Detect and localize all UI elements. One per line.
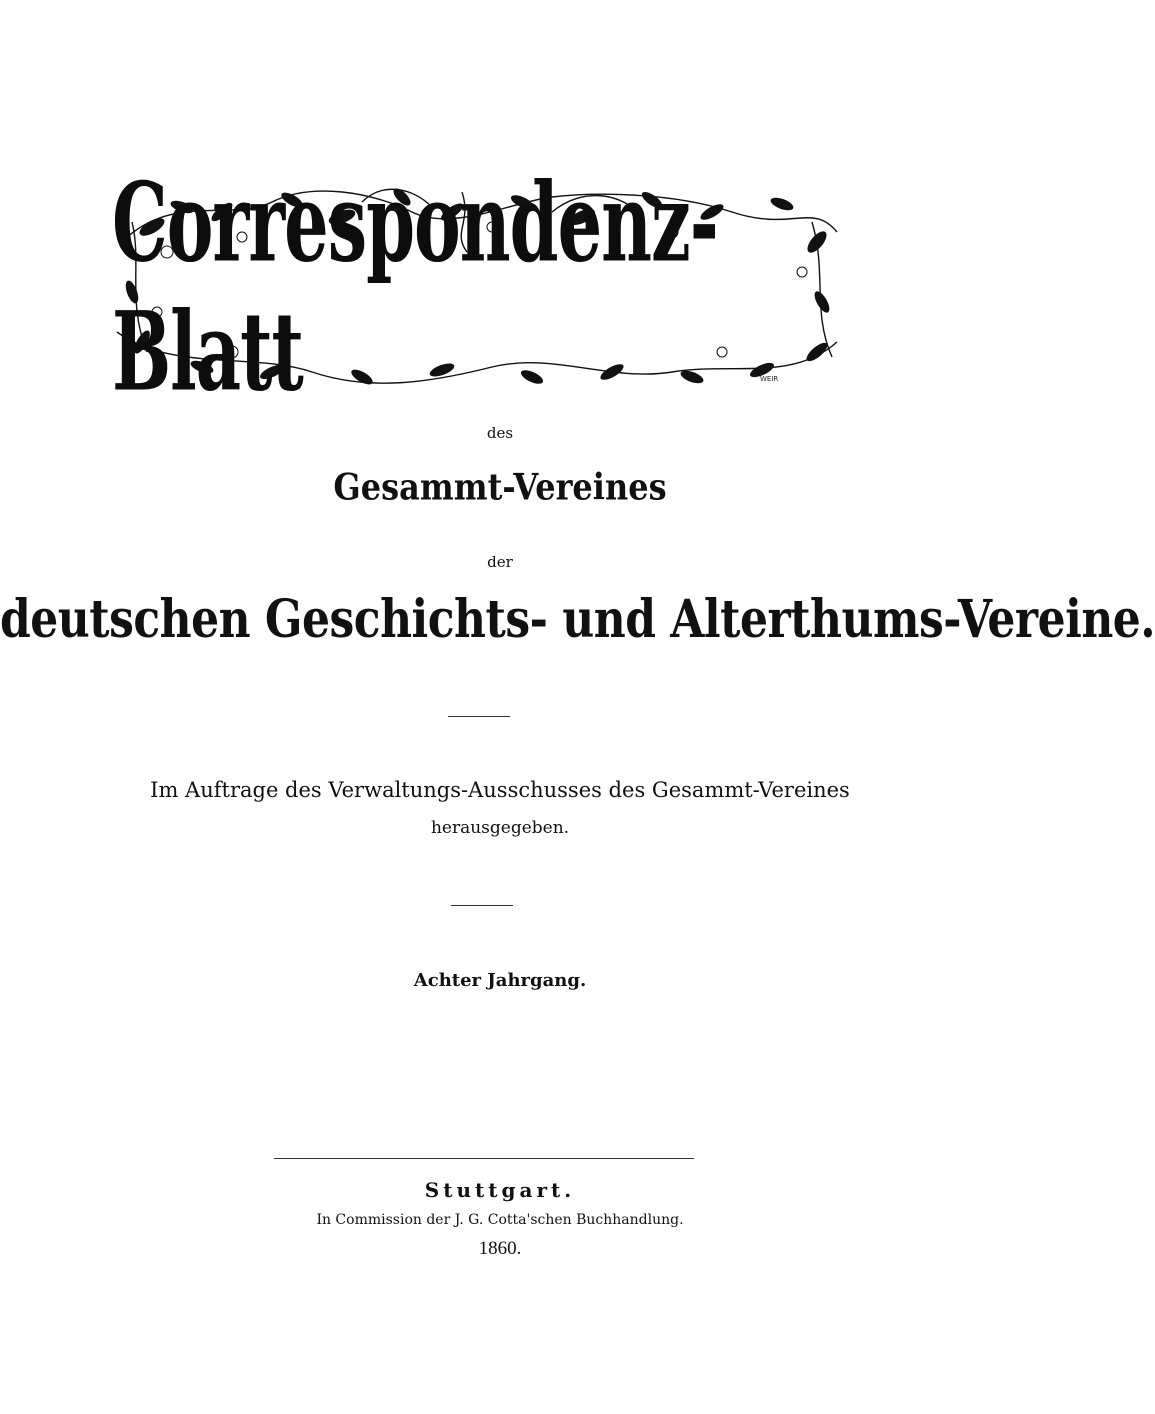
engraver-mark: WEIR: [760, 375, 779, 383]
published-line: herausgegeben.: [430, 818, 570, 838]
imprint-city: Stuttgart.: [424, 1178, 576, 1202]
volume-label: Achter Jahrgang.: [413, 970, 587, 991]
commission-line: Im Auftrage des Verwaltungs-Ausschusses des Gesammt-Vereines: [150, 778, 850, 802]
imprint-publisher: In Commission der J. G. Cotta'schen Buchhandlung.: [316, 1212, 684, 1228]
masthead-title: Correspondenz-Blatt: [112, 158, 718, 416]
divider-rule-long: [274, 1158, 694, 1159]
masthead: [112, 158, 842, 416]
word-des: des: [486, 424, 514, 442]
divider-rule-1: [448, 716, 510, 717]
main-title: deutschen Geschichts- und Alterthums-Vereine.: [0, 588, 1155, 651]
word-der: der: [487, 553, 513, 571]
imprint-year: 1860.: [478, 1238, 522, 1259]
divider-rule-2: [451, 905, 513, 906]
society-title: Gesammt-Vereines: [333, 465, 667, 509]
